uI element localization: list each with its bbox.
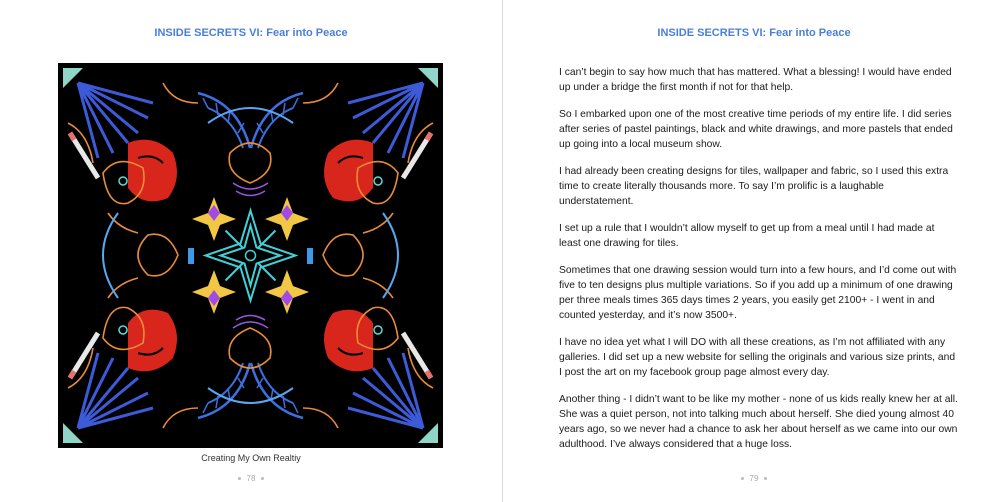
folio-dot: [238, 477, 241, 480]
left-page: [0, 0, 502, 502]
paragraph: I can’t begin to say how much that has mattered. What a blessing! I would have ended up under a bridge the first month if not for that help.: [559, 67, 952, 93]
page-number-text: 78: [246, 474, 256, 483]
page-number-right: [503, 474, 1005, 483]
paragraph: I had already been creating designs for tiles, wallpaper and fabric, so I used this extra time to create literally thousands more. To say I’m prolific is a laughable understatement.: [559, 166, 949, 207]
artwork-caption: Creating My Own Realtiy: [201, 453, 301, 463]
folio-dot: [741, 477, 744, 480]
running-head-left: INSIDE SECRETS VI: Fear into Peace: [154, 27, 348, 39]
kaleidoscope-artwork: [58, 63, 443, 448]
right-page: [503, 0, 1005, 502]
folio-dot: [764, 477, 767, 480]
page-number-left: [0, 474, 502, 483]
paragraph: Sometimes that one drawing session would turn into a few hours, and I’d come out with five to ten designs plus multiple variations. So if you add up a minimum of one drawing per three meals times 365 days times 2 years, you easily get 2100+ - I went in and counted yesterday, and it’s now 3500+.: [559, 265, 957, 321]
body-text: [559, 65, 959, 464]
paragraph: So I embarked upon one of the most creative time periods of my entire life. I did series after series of pastel paintings, black and white drawings, and more pastels that ended up going into a local museum show.: [559, 109, 953, 150]
paragraph: I have no idea yet what I will DO with all these creations, as I’m not affiliated with any galleries. I did set up a new website for selling the originals and various size prints, and I post the art on my facebook group page almost every day.: [559, 337, 956, 378]
paragraph: Another thing - I didn’t want to be like my mother - none of us kids really knew her at all. She was a quiet person, not into talking much about herself. She died young almost 40 years ago, so we never had a chance to ask her about herself as we came into our own adulthood. I’ve always considered that a huge loss.: [559, 394, 958, 450]
page-number-text: 79: [749, 474, 759, 483]
running-head-right: INSIDE SECRETS VI: Fear into Peace: [657, 27, 851, 39]
folio-dot: [261, 477, 264, 480]
paragraph: I set up a rule that I wouldn’t allow myself to get up from a meal until I had made at least one drawing for tiles.: [559, 223, 935, 249]
